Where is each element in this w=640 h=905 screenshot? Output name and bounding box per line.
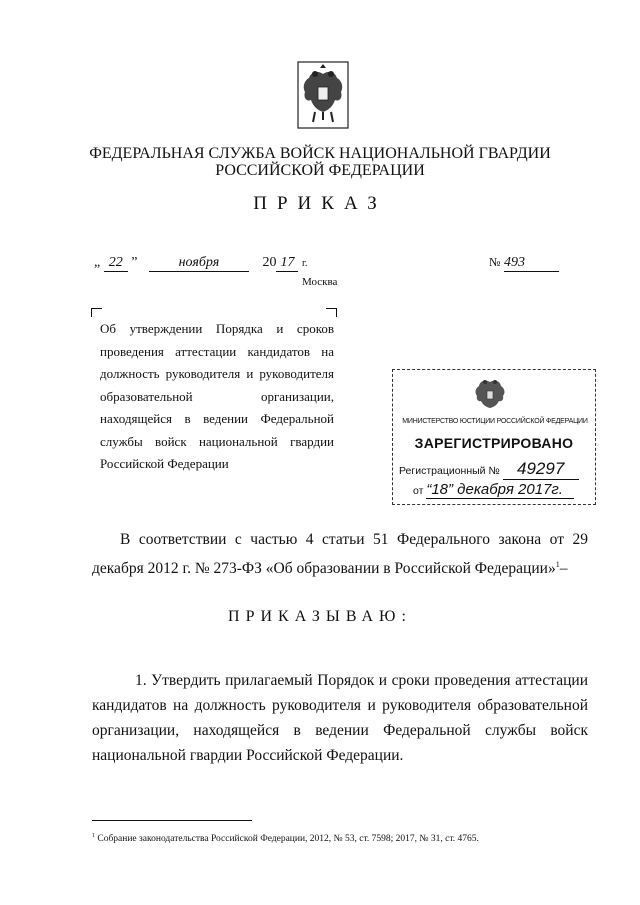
stamp-date-prefix: от bbox=[413, 485, 424, 497]
footnote bbox=[92, 833, 479, 844]
date-month: ноября bbox=[149, 255, 249, 272]
date-close-quote: ” bbox=[131, 255, 138, 270]
number-label: № bbox=[489, 255, 501, 269]
subject-bracket-right bbox=[326, 308, 337, 317]
date-day: 22 bbox=[104, 255, 128, 272]
stamp-reg-number: 49297 bbox=[503, 459, 579, 480]
order-subject: Об утверждении Порядка и сроков проведения аттестации кандидатов на должность руководителя и руководителя образовательной организации, находящейся в ведении Федеральной службы войск национальной гвардии Российской Федерации bbox=[100, 321, 334, 471]
preamble-paragraph bbox=[92, 527, 588, 581]
agency-name-line-2: РОССИЙСКОЙ ФЕДЕРАЦИИ bbox=[215, 162, 425, 179]
footnote-marker: 1 bbox=[92, 833, 95, 839]
stamp-date-line bbox=[413, 481, 574, 499]
preamble-footnote-ref: 1 bbox=[555, 560, 560, 569]
agency-name-line-1: ФЕДЕРАЛЬНАЯ СЛУЖБА ВОЙСК НАЦИОНАЛЬНОЙ ГВАРДИИ bbox=[89, 145, 551, 162]
date-line bbox=[94, 255, 307, 272]
order-number bbox=[489, 255, 559, 272]
stamp-emblem-icon bbox=[469, 374, 511, 414]
preamble-dash: – bbox=[559, 560, 568, 578]
city: Москва bbox=[302, 276, 338, 288]
footnote-separator bbox=[92, 820, 252, 821]
registration-stamp bbox=[392, 369, 596, 505]
preamble-text: В соответствии с частью 4 статьи 51 Федерального закона от 29 декабря 2012 г. № 273-ФЗ «Об образовании в Российской Федерации» bbox=[92, 531, 588, 578]
footnote-text: Собрание законодательства Российской Федерации, 2012, № 53, ст. 7598; 2017, № 31, ст. 4765. bbox=[97, 834, 479, 845]
date-year-prefix: 20 bbox=[262, 255, 277, 270]
stamp-reg-line bbox=[399, 459, 579, 480]
number-value: 493 bbox=[504, 255, 559, 272]
date-open-quote: „ bbox=[94, 255, 101, 270]
state-emblem-icon bbox=[293, 60, 353, 130]
date-year-abbr: г. bbox=[301, 258, 308, 269]
order-word: ПРИКАЗЫВАЮ: bbox=[228, 608, 412, 625]
stamp-ministry: МИНИСТЕРСТВО ЮСТИЦИИ РОССИЙСКОЙ ФЕДЕРАЦИИ bbox=[402, 418, 588, 425]
date-year-suffix: 17 bbox=[276, 255, 298, 272]
subject-bracket-left bbox=[91, 308, 102, 317]
stamp-status: ЗАРЕГИСТРИРОВАНО bbox=[414, 435, 574, 451]
document-type-title: ПРИКАЗ bbox=[253, 193, 387, 214]
clause-1: 1. Утвердить прилагаемый Порядок и сроки проведения аттестации кандидатов на должность руководителя и руководителя образовательной организации, находящейся в ведении Федеральной службы войск национальной гвардии Российской Федерации. bbox=[92, 672, 588, 764]
stamp-reg-label: Регистрационный № bbox=[399, 465, 500, 477]
stamp-date-handwritten: “18” декабря 2017г. bbox=[426, 481, 574, 499]
